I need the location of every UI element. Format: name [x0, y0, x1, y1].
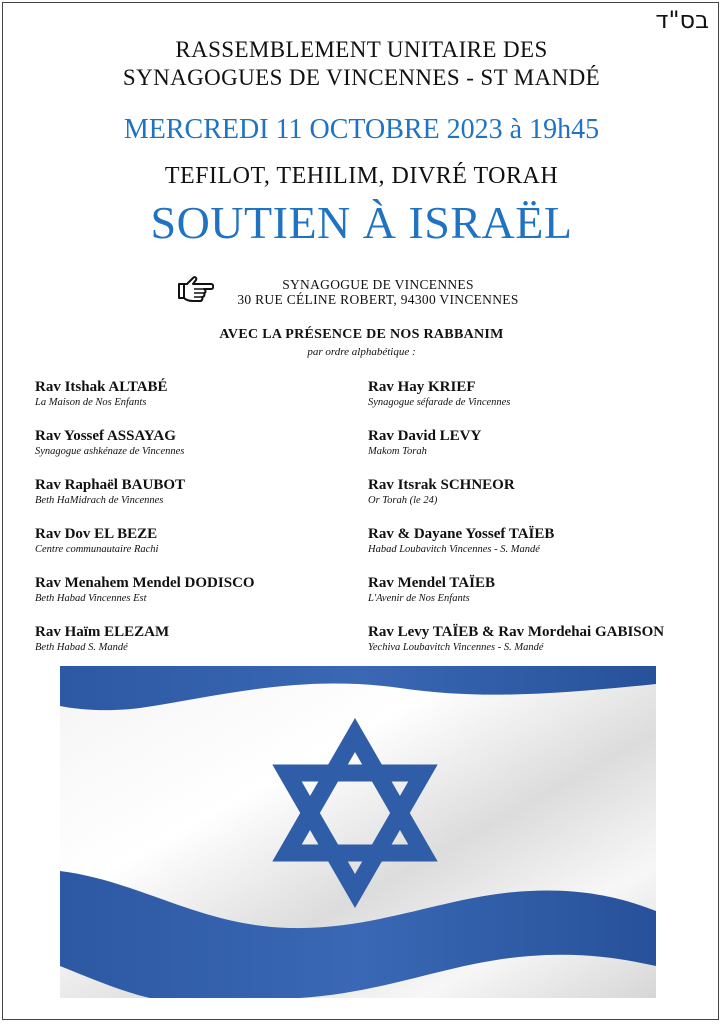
rabbi-entry — [368, 574, 664, 623]
main-title: SOUTIEN À ISRAËL — [150, 197, 573, 248]
location-block — [228, 277, 528, 307]
rabbi-affiliation: Makom Torah — [368, 446, 427, 457]
rabbi-affiliation: Synagogue ashkénaze de Vincennes — [35, 446, 185, 457]
rabbi-affiliation: L'Avenir de Nos Enfants — [368, 593, 470, 604]
rabbi-entry — [35, 623, 255, 672]
rabbi-name: Rav David LEVY — [368, 428, 482, 444]
rabbi-name: Rav Raphaël BAUBOT — [35, 477, 186, 493]
rabbi-entry — [35, 476, 255, 525]
rabbi-name: Rav Haïm ELEZAM — [35, 624, 170, 640]
rabbi-affiliation: Beth Habad Vincennes Est — [35, 593, 147, 604]
rabbi-affiliation: Or Torah (le 24) — [368, 495, 438, 506]
order-note: par ordre alphabétique : — [307, 346, 416, 358]
rabbi-name: Rav Menahem Mendel DODISCO — [35, 575, 255, 591]
rabbi-affiliation: Yechiva Loubavitch Vincennes - S. Mandé — [368, 642, 544, 653]
header-line-2: SYNAGOGUES DE VINCENNES - ST MANDÉ — [122, 65, 601, 90]
rabbi-entry — [35, 525, 255, 574]
hebrew-mark: בס"ד — [655, 6, 709, 34]
rabbi-entry — [368, 525, 664, 574]
rabbis-list-left — [35, 378, 255, 672]
event-date: MERCREDI 11 OCTOBRE 2023 à 19h45 — [123, 114, 600, 145]
rabbi-name: Rav Levy TAÏEB & Rav Mordehai GABISON — [368, 624, 665, 640]
israel-flag-image — [60, 666, 656, 998]
rabbi-name: Rav & Dayane Yossef TAÏEB — [368, 526, 555, 542]
rabbi-name: Rav Dov EL BEZE — [35, 526, 158, 542]
rabbi-name: Rav Itshak ALTABÉ — [35, 379, 168, 395]
rabbi-entry — [368, 476, 664, 525]
rabbi-affiliation: Beth HaMidrach de Vincennes — [35, 495, 164, 506]
rabbi-affiliation: Synagogue séfarade de Vincennes — [368, 397, 511, 408]
presence-title: AVEC LA PRÉSENCE DE NOS RABBANIM — [219, 327, 504, 342]
pointing-hand-icon — [176, 276, 214, 304]
rabbi-entry — [35, 427, 255, 476]
rabbi-affiliation: Beth Habad S. Mandé — [35, 642, 128, 653]
event-subtitle: TEFILOT, TEHILIM, DIVRÉ TORAH — [164, 163, 559, 189]
rabbi-name: Rav Yossef ASSAYAG — [35, 428, 176, 444]
rabbi-entry — [368, 427, 664, 476]
rabbi-affiliation: La Maison de Nos Enfants — [35, 397, 147, 408]
rabbi-affiliation: Centre communautaire Rachi — [35, 544, 159, 555]
rabbi-entry — [368, 623, 664, 672]
location-name: SYNAGOGUE DE VINCENNES — [282, 277, 474, 292]
rabbi-entry — [35, 378, 255, 427]
rabbi-name: Rav Hay KRIEF — [368, 379, 476, 395]
location-address: 30 RUE CÉLINE ROBERT, 94300 VINCENNES — [237, 292, 519, 307]
rabbi-name: Rav Itsrak SCHNEOR — [368, 477, 515, 493]
rabbi-affiliation: Habad Loubavitch Vincennes - S. Mandé — [368, 544, 540, 555]
header-line-1: RASSEMBLEMENT UNITAIRE DES — [175, 37, 548, 62]
rabbi-entry — [35, 574, 255, 623]
rabbis-list-right — [368, 378, 664, 672]
rabbi-entry — [368, 378, 664, 427]
rabbi-name: Rav Mendel TAÏEB — [368, 575, 495, 591]
event-header — [0, 36, 723, 92]
